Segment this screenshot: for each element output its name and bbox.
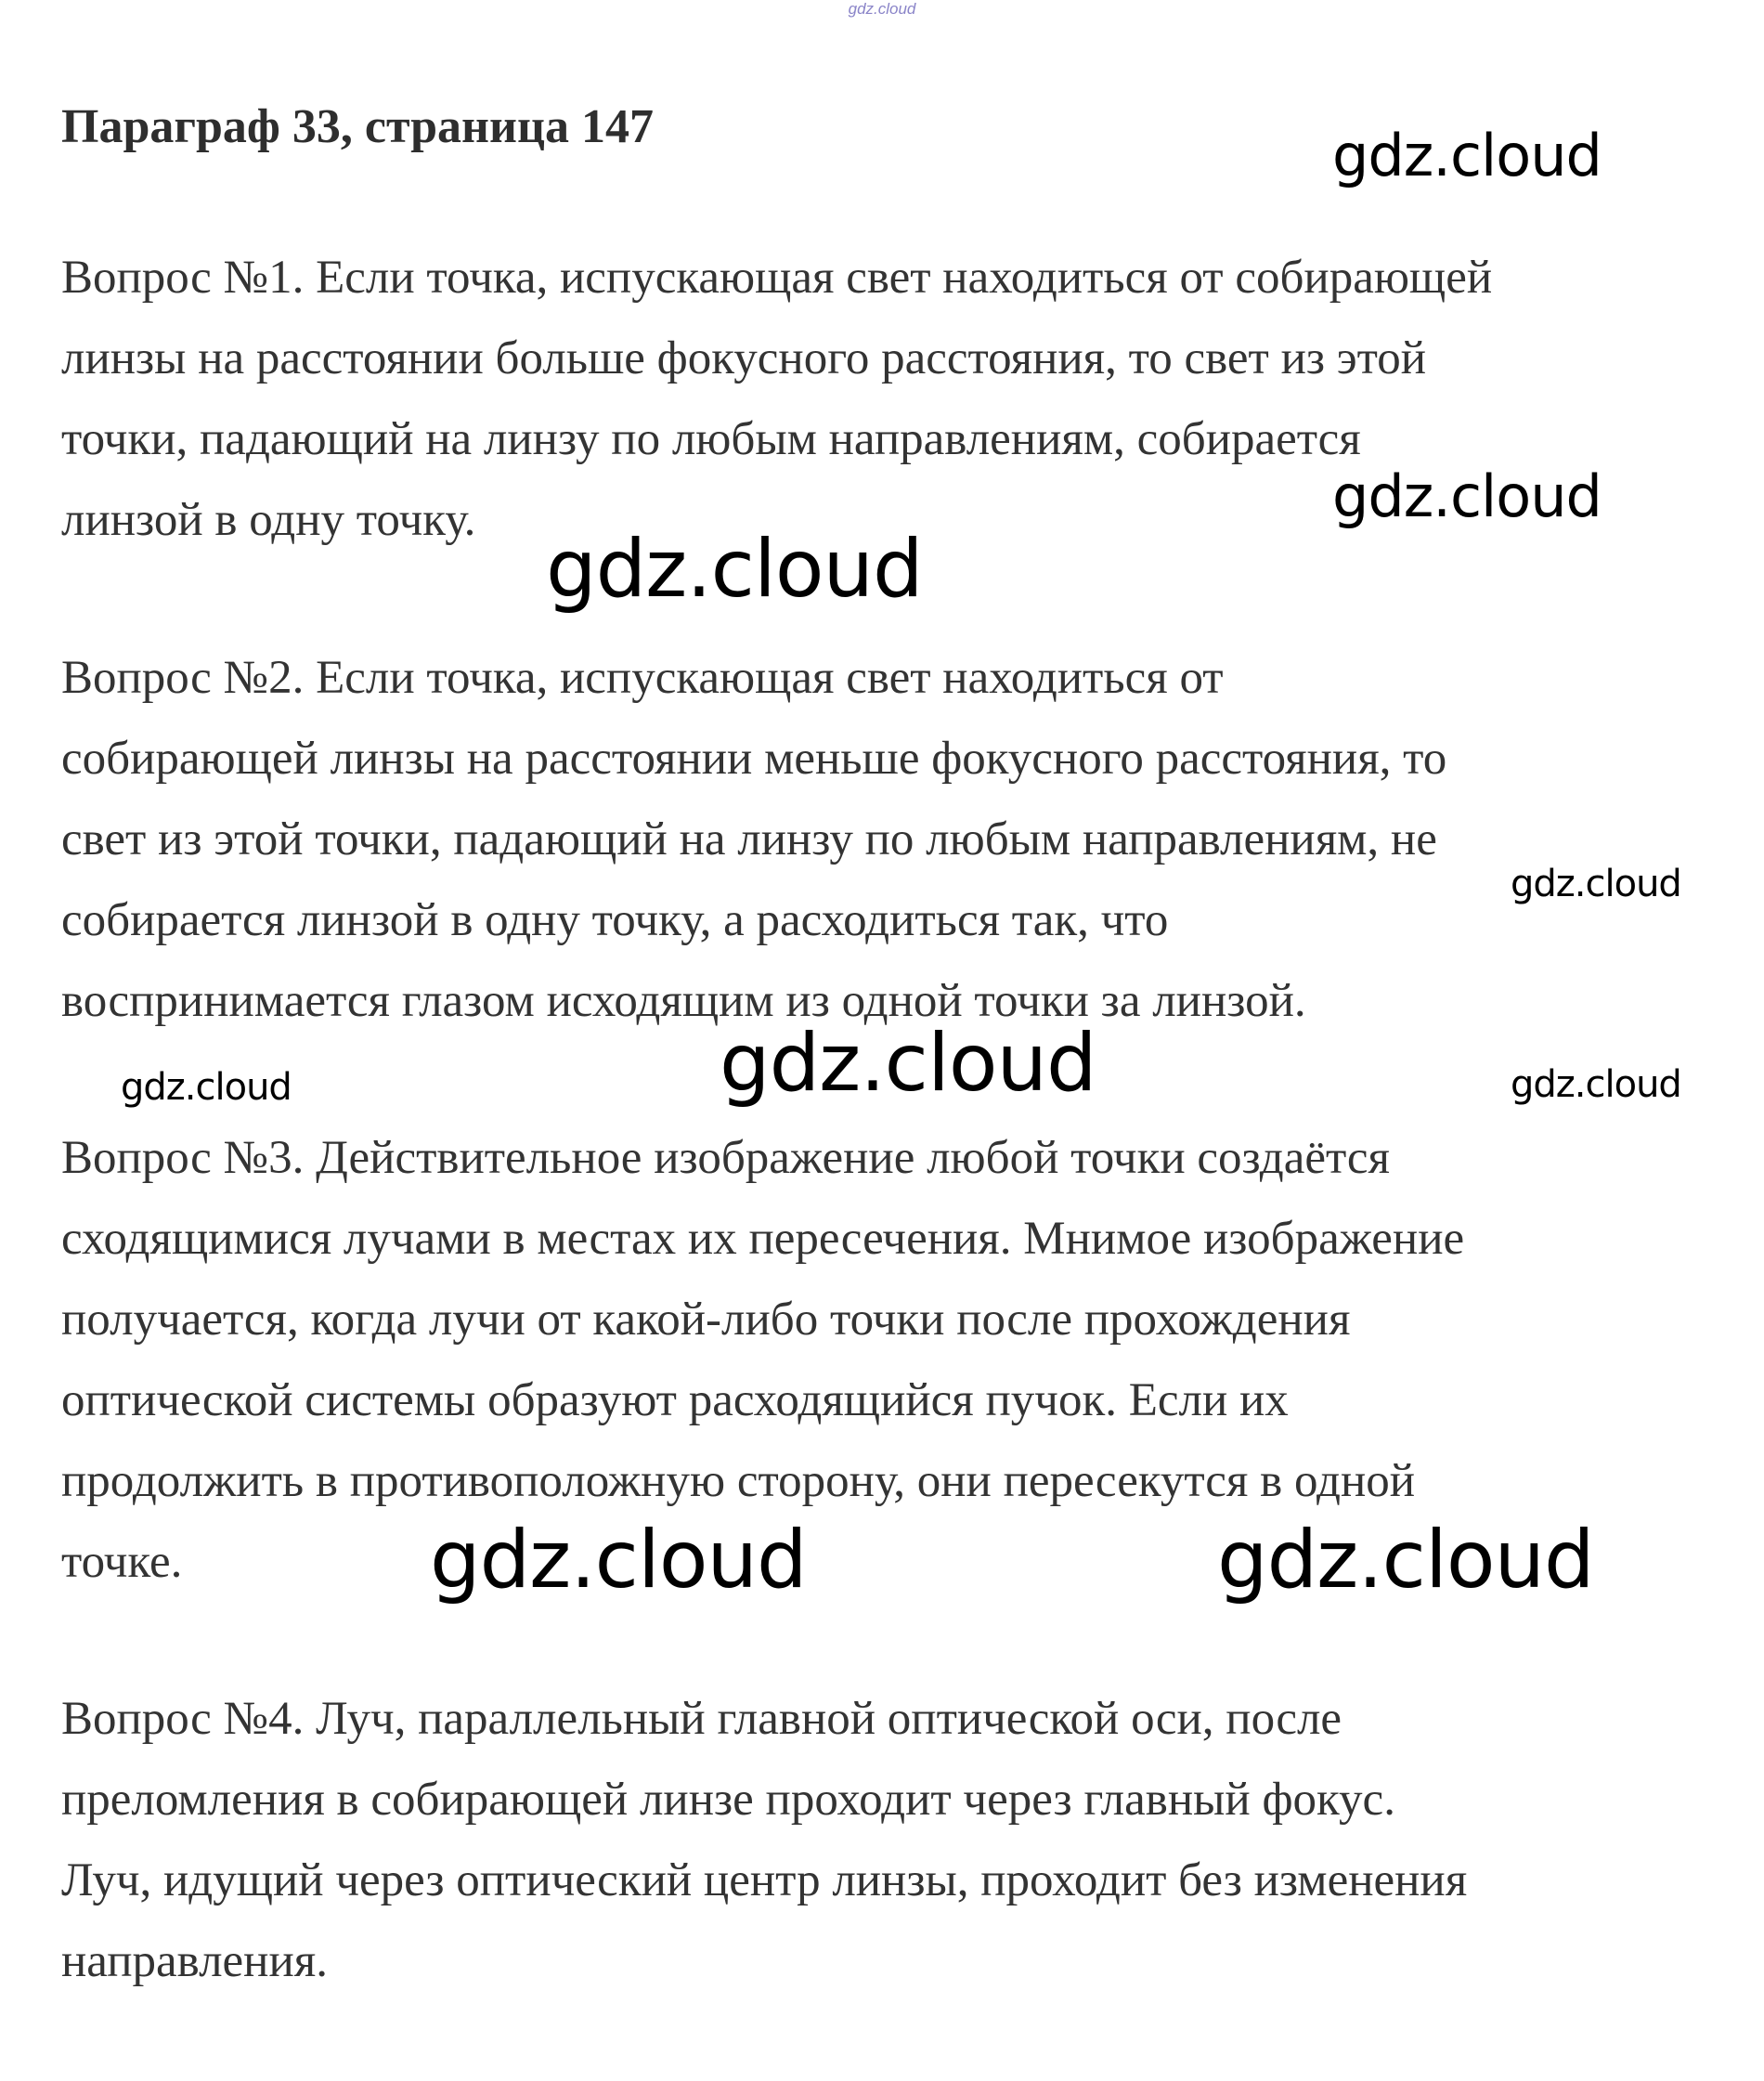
watermark: gdz.cloud bbox=[1332, 122, 1602, 189]
answer-question-2 bbox=[61, 638, 1714, 1042]
header-watermark: gdz.cloud bbox=[848, 0, 916, 18]
answer-line: точки, падающий на линзу по любым направлениям, собирается bbox=[61, 413, 1361, 465]
answer-line: линзой в одну точку. bbox=[61, 494, 476, 546]
watermark: gdz.cloud bbox=[1511, 863, 1681, 905]
answer-line: Вопрос №1. Если точка, испускающая свет находиться от собирающей bbox=[61, 252, 1493, 304]
answer-line: продолжить в противоположную сторону, они пересекутся в одной bbox=[61, 1455, 1416, 1507]
watermark: gdz.cloud bbox=[121, 1066, 292, 1109]
answer-line: сходящимися лучами в местах их пересечения. Мнимое изображение bbox=[61, 1213, 1465, 1265]
answer-line: Луч, идущий через оптический центр линзы, проходит без изменения bbox=[61, 1854, 1468, 1906]
answer-line: воспринимается глазом исходящим из одной точки за линзой. bbox=[61, 975, 1306, 1027]
answer-question-4 bbox=[61, 1679, 1714, 2002]
watermark: gdz.cloud bbox=[1332, 462, 1602, 530]
answer-line: Вопрос №4. Луч, параллельный главной оптической оси, после bbox=[61, 1693, 1342, 1745]
watermark: gdz.cloud bbox=[1217, 1514, 1594, 1606]
answer-line: преломления в собирающей линзе проходит через главный фокус. bbox=[61, 1774, 1395, 1826]
answer-line: получается, когда лучи от какой-либо точки после прохождения bbox=[61, 1294, 1351, 1346]
answer-line: точке. bbox=[61, 1536, 183, 1588]
answer-line: линзы на расстоянии больше фокусного расстояния, то свет из этой bbox=[61, 332, 1427, 384]
answer-line: Вопрос №3. Действительное изображение любой точки создаётся bbox=[61, 1132, 1390, 1184]
answer-line: оптической системы образуют расходящийся пучок. Если их bbox=[61, 1374, 1289, 1426]
answer-line: собирающей линзы на расстоянии меньше фокусного расстояния, то bbox=[61, 733, 1447, 785]
answer-line: собирается линзой в одну точку, а расходиться так, что bbox=[61, 894, 1169, 946]
answer-line: свет из этой точки, падающий на линзу по любым направлениям, не bbox=[61, 813, 1437, 865]
watermark: gdz.cloud bbox=[430, 1514, 807, 1606]
watermark: gdz.cloud bbox=[1511, 1063, 1681, 1106]
watermark: gdz.cloud bbox=[546, 523, 923, 616]
watermark: gdz.cloud bbox=[720, 1017, 1096, 1110]
answer-line: Вопрос №2. Если точка, испускающая свет находиться от bbox=[61, 652, 1224, 704]
answer-line: направления. bbox=[61, 1935, 328, 1987]
page-heading: Параграф 33, страница 147 bbox=[61, 100, 654, 153]
